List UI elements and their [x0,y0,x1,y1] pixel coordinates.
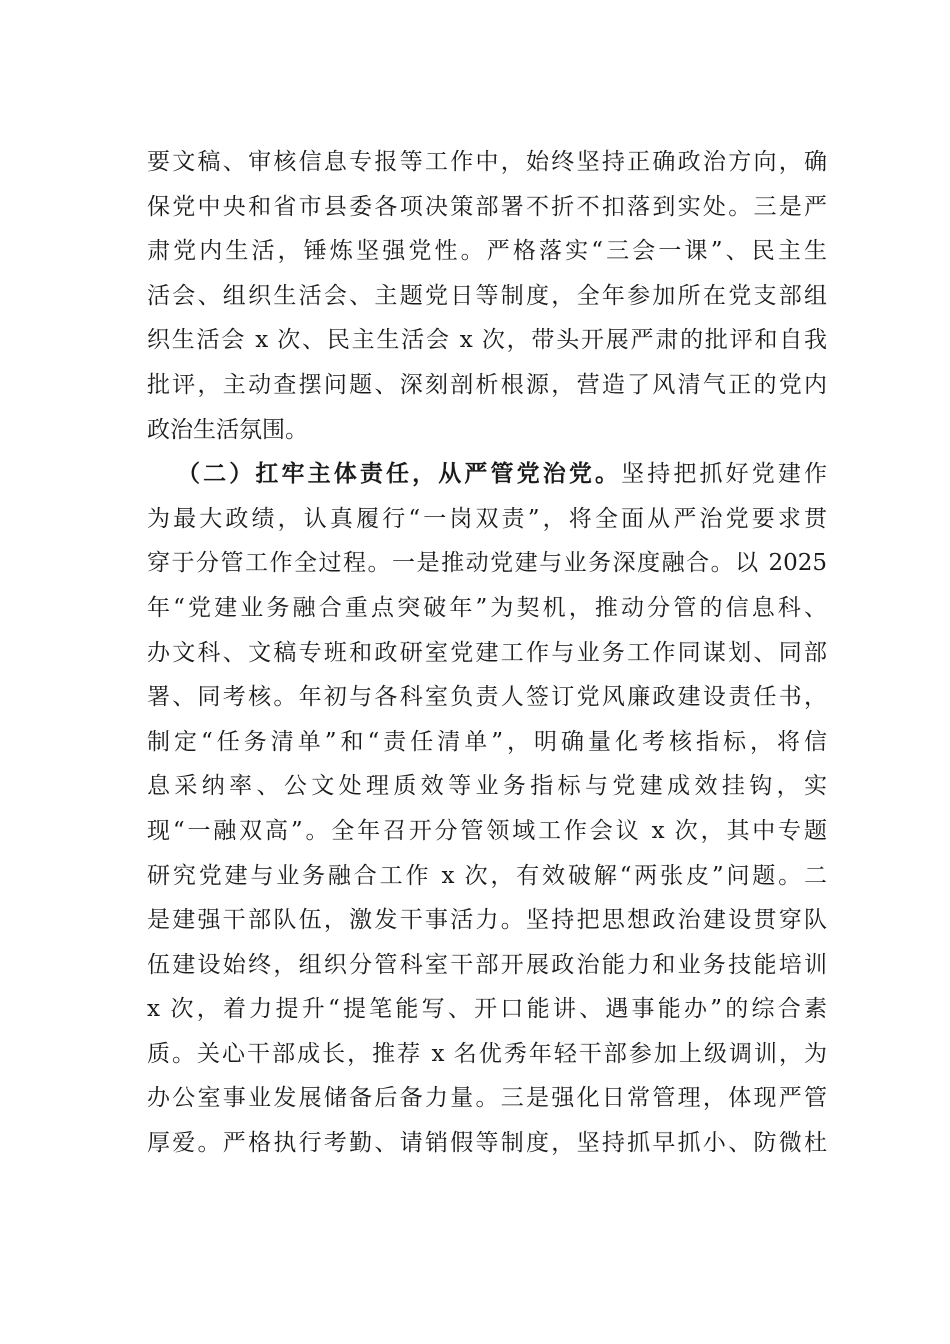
section-heading-line [147,452,827,497]
text-line: 是建强干部队伍，激发干事活力。坚持把思想政治建设贯穿队 [147,907,827,934]
text-line: 为最大政绩，认真履行“一岗双责”，将全面从严治党要求贯 [147,505,827,532]
document-body [147,140,827,1166]
section-heading: （二）扛牢主体责任，从严管党治党。 [177,460,622,488]
text-line: 肃党内生活，锤炼坚强党性。严格落实“三会一课”、民主生 [147,238,827,265]
text-line: 保党中央和省市县委各项决策部署不折不扣落到实处。三是严 [147,193,827,220]
text-line: 批评，主动查摆问题、深刻剖析根源，营造了风清气正的党内 [147,371,827,398]
text-line: 活会、组织生活会、主题党日等制度，全年参加所在党支部组 [147,282,827,309]
text-line: 年“党建业务融合重点突破年”为契机，推动分管的信息科、 [147,594,827,621]
text-line: 织生活会 x 次、民主生活会 x 次，带头开展严肃的批评和自我 [147,327,827,354]
text-line: 厚爱。严格执行考勤、请销假等制度，坚持抓早抓小、防微杜 [147,1130,827,1157]
text-line: 署、同考核。年初与各科室负责人签订党风廉政建设责任书， [147,684,827,711]
text-line: 现“一融双高”。全年召开分管领域工作会议 x 次，其中专题 [147,817,827,844]
text-line: 息采纳率、公文处理质效等业务指标与党建成效挂钩，实 [147,773,827,800]
text-line: 伍建设始终，组织分管科室干部开展政治能力和业务技能培训 [147,951,827,978]
text-line: x 次，着力提升“提笔能写、开口能讲、遇事能办”的综合素 [147,996,827,1023]
text-line: 制定“任务清单”和“责任清单”，明确量化考核指标，将信 [147,728,827,755]
text-line: 研究党建与业务融合工作 x 次，有效破解“两张皮”问题。二 [147,862,827,889]
text-line: 办文科、文稿专班和政研室党建工作与业务工作同谋划、同部 [147,639,827,666]
text-line: 政治生活氛围。 [147,416,308,443]
text-line: 穿于分管工作全过程。一是推动党建与业务深度融合。以 2025 [147,550,827,577]
text-line: 质。关心干部成长，推荐 x 名优秀年轻干部参加上级调训，为 [147,1040,827,1067]
section-heading-rest: 坚持把抓好党建作 [621,461,827,488]
text-line: 办公室事业发展储备后备力量。三是强化日常管理，体现严管 [147,1085,827,1112]
text-line: 要文稿、审核信息专报等工作中，始终坚持正确政治方向，确 [147,149,827,175]
